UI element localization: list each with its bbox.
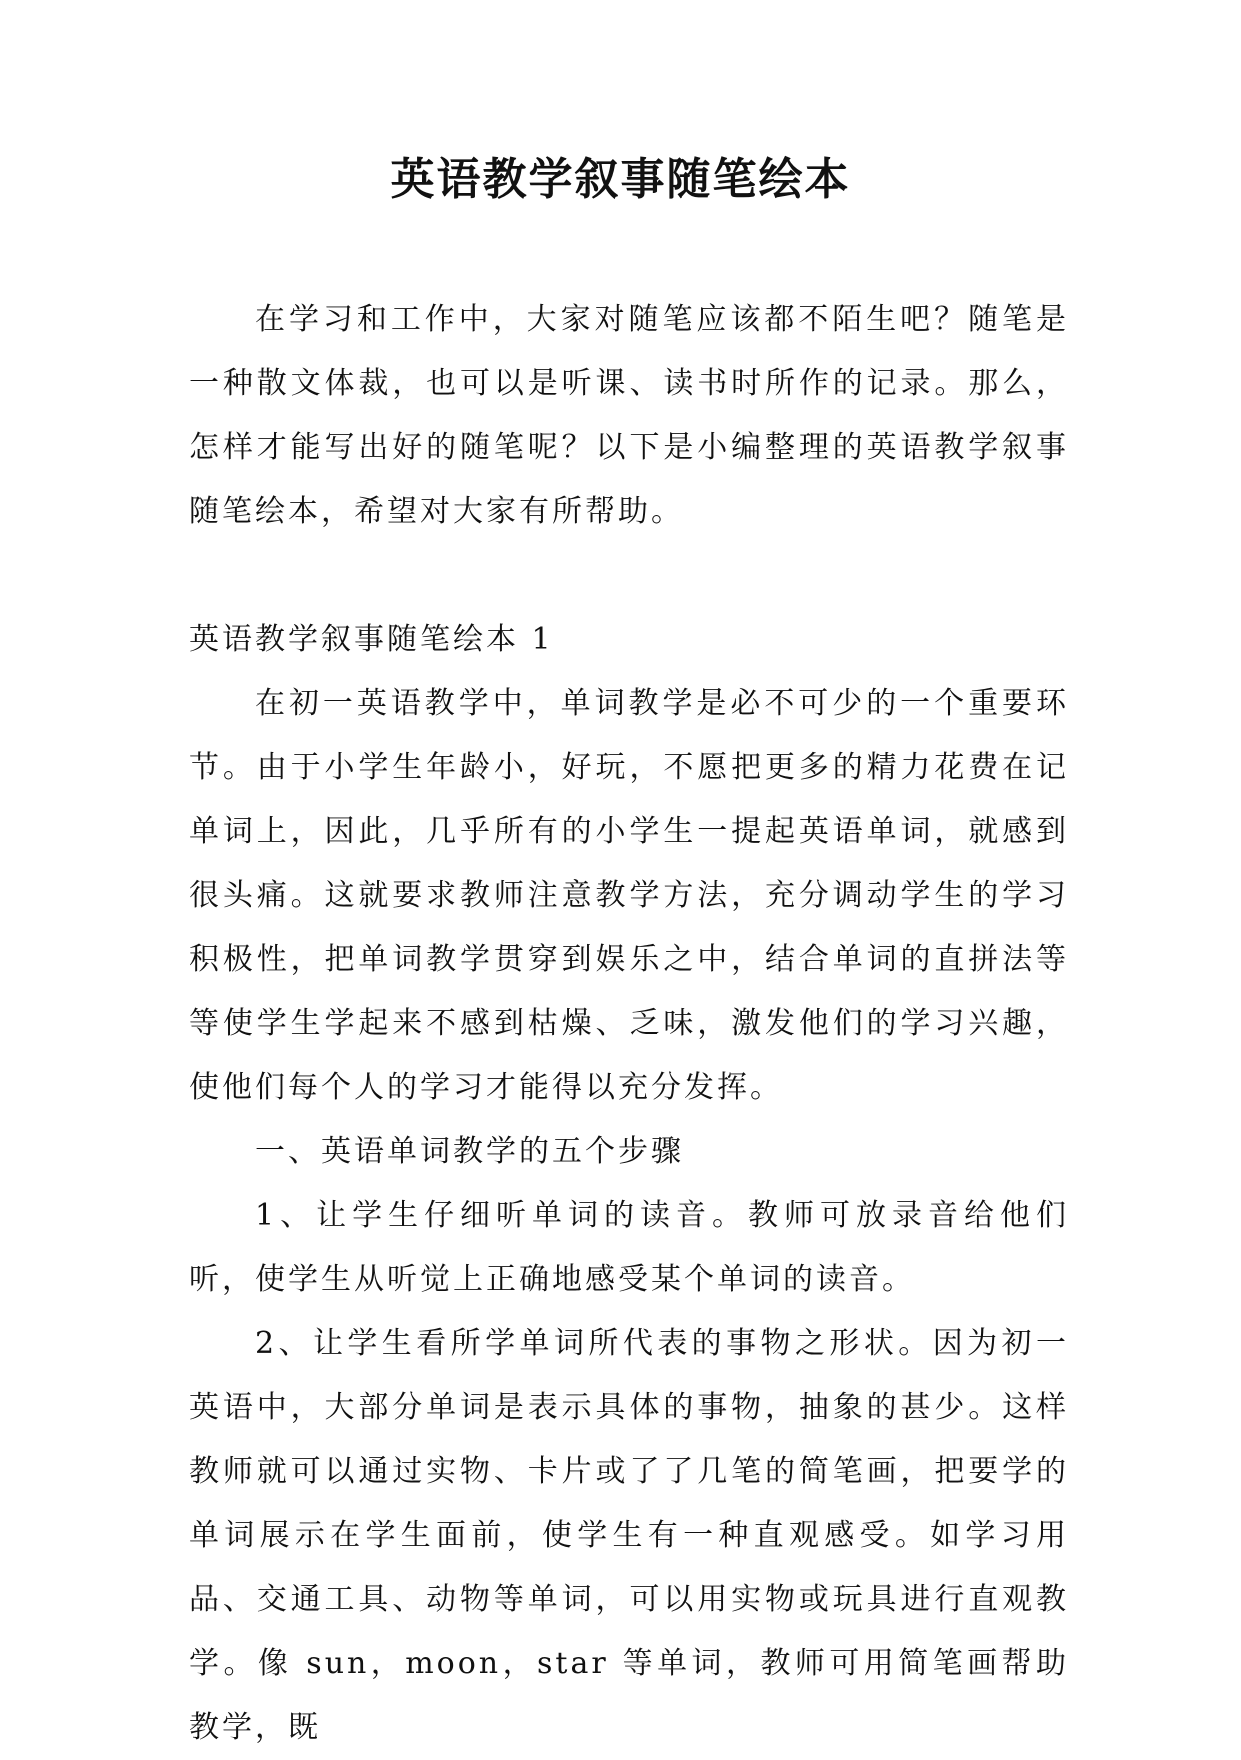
paragraph-spacer [189,544,1069,608]
section-heading: 英语教学叙事随笔绘本 1 [189,622,554,657]
body-paragraph: 2、让学生看所学单词所代表的事物之形状。因为初一英语中，大部分单词是表示具体的事物，抽象的甚少。这样教师就可以通过实物、卡片或了了几笔的简笔画，把要学的单词展示在学生面前，使学生有一种直观感受。如学习用品、交通工具、动物等单词，可以用实物或玩具进行直观教学。像 sun，moon，star 等单词，教师可用简笔画帮助教学，既 [189,1326,1069,1745]
document-body [189,288,1069,1760]
body-paragraph: 在初一英语教学中，单词教学是必不可少的一个重要环节。由于小学生年龄小，好玩，不愿把更多的精力花费在记单词上，因此，几乎所有的小学生一提起英语单词，就感到很头痛。这就要求教师注意教学方法，充分调动学生的学习积极性，把单词教学贯穿到娱乐之中，结合单词的直拼法等等使学生学起来不感到枯燥、乏味，激发他们的学习兴趣，使他们每个人的学习才能得以充分发挥。 [189,686,1069,1105]
page-title: 英语教学叙事随笔绘本 [390,154,851,205]
subheading-paragraph: 一、英语单词教学的五个步骤 [255,1134,684,1169]
intro-paragraph: 在学习和工作中，大家对随笔应该都不陌生吧？随笔是一种散文体裁，也可以是听课、读书时所作的记录。那么，怎样才能写出好的随笔呢？以下是小编整理的英语教学叙事随笔绘本，希望对大家有所帮助。 [189,302,1069,529]
body-paragraph: 1、让学生仔细听单词的读音。教师可放录音给他们听，使学生从听觉上正确地感受某个单词的读音。 [189,1198,1069,1297]
